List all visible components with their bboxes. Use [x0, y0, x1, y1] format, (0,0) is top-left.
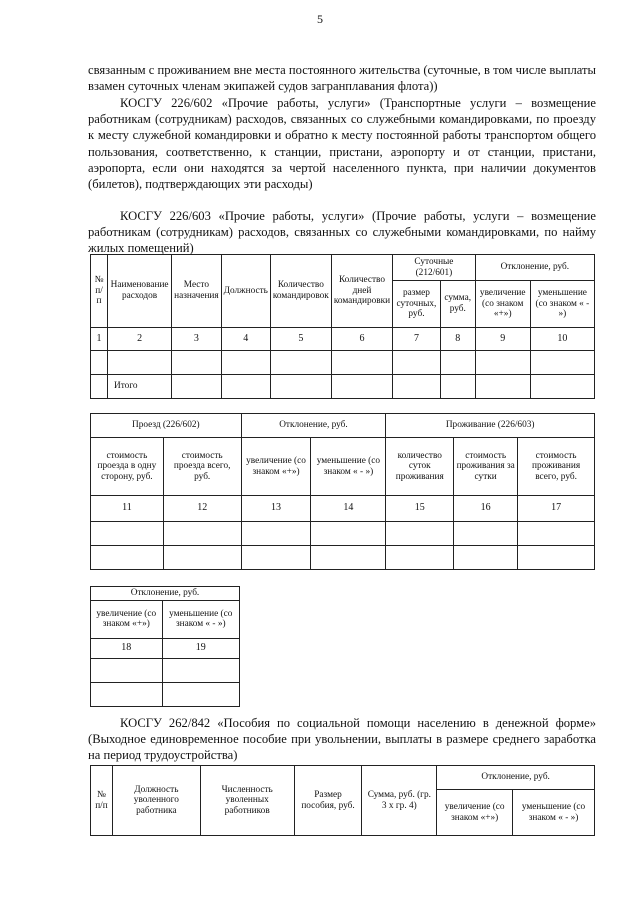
- header-dismissed-count: Численность уволенных работников: [200, 766, 294, 836]
- header-living: Проживание (226/603): [386, 414, 595, 438]
- header-sum: Сумма, руб. (гр. 3 х гр. 4): [362, 766, 437, 836]
- header-benefit-size: Размер пособия, руб.: [294, 766, 362, 836]
- header-increase: увеличение (со знаком «+»): [437, 790, 513, 836]
- table-row: [91, 351, 595, 375]
- column-number: 5: [270, 328, 331, 351]
- header-travel: Проезд (226/602): [91, 414, 242, 438]
- column-number: 12: [163, 496, 241, 522]
- column-number: 14: [311, 496, 386, 522]
- header-increase: увеличение (со знаком «+»): [475, 281, 530, 328]
- header-nights-count: количество суток проживания: [386, 438, 454, 496]
- table-row: [91, 546, 595, 570]
- header-cost-per-day: стоимость проживания за сутки: [454, 438, 518, 496]
- header-expense-name: Наименование расходов: [108, 255, 172, 328]
- header-no: № п/п: [91, 255, 108, 328]
- table-travel-expenses: [90, 254, 595, 399]
- paragraph-kosgu-226-603: КОСГУ 226/603 «Прочие работы, услуги» (Прочие работы, услуги – возмещение работникам (сотрудникам) расходов, связанных со служебными командировками, по найму жилых помещений): [88, 209, 596, 256]
- column-number: 16: [454, 496, 518, 522]
- header-increase: увеличение (со знаком «+»): [91, 600, 163, 638]
- column-number: 10: [530, 328, 594, 351]
- column-number: 15: [386, 496, 454, 522]
- column-number: 6: [331, 328, 392, 351]
- column-number: 4: [221, 328, 270, 351]
- header-decrease: уменьшение (со знаком « - »): [162, 600, 239, 638]
- header-travel-total-cost: стоимость проезда всего, руб.: [163, 438, 241, 496]
- column-number: 18: [91, 638, 163, 658]
- column-number: 8: [440, 328, 475, 351]
- table-severance-pay: [90, 765, 595, 836]
- column-number: 2: [108, 328, 172, 351]
- header-daily-size: размер суточных, руб.: [393, 281, 441, 328]
- header-living-total: стоимость проживания всего, руб.: [518, 438, 595, 496]
- header-decrease: уменьшение (со знаком « - »): [513, 790, 595, 836]
- header-position: Должность: [221, 255, 270, 328]
- header-decrease: уменьшение (со знаком « - »): [530, 281, 594, 328]
- column-number: 3: [172, 328, 222, 351]
- column-number: 9: [475, 328, 530, 351]
- header-daily-allowance: Суточные (212/601): [393, 255, 476, 281]
- table-deviation-summary: [90, 586, 240, 707]
- header-trip-days: Количество дней командировки: [331, 255, 392, 328]
- paragraph-daily-allowance: связанным с проживанием вне места постоянного жительства (суточные, в том числе выплаты взамен суточных членам экипажей судов загранплавания флота)): [88, 63, 596, 94]
- header-daily-sum: сумма, руб.: [440, 281, 475, 328]
- table-row-total: [91, 375, 595, 399]
- page-number: 5: [317, 12, 323, 26]
- column-number: 1: [91, 328, 108, 351]
- paragraph-kosgu-226-602: КОСГУ 226/602 «Прочие работы, услуги» (Транспортные услуги – возмещение работникам (сотрудникам) расходов, связанных со служебными командировками, по проезду к месту служебной командировки и обратно к месту постоянной работы транспортом общего пользования, соответственно, к станции, пристани, аэропорту и от станции, пристани, аэропорта, если они находятся за чертой населенного пункта, при наличии документов (билетов), подтверждающих эти расходы): [88, 96, 596, 192]
- header-deviation: Отклонение, руб.: [241, 414, 386, 438]
- column-number: 11: [91, 496, 164, 522]
- header-dismissed-position: Должность уволенного работника: [112, 766, 200, 836]
- column-number: 17: [518, 496, 595, 522]
- header-trip-count: Количество командировок: [270, 255, 331, 328]
- header-deviation: Отклонение, руб.: [91, 587, 240, 601]
- header-increase: увеличение (со знаком «+»): [241, 438, 311, 496]
- column-number: 13: [241, 496, 311, 522]
- total-label: Итого: [108, 375, 172, 399]
- table-row: [91, 658, 240, 682]
- header-no: № п/п: [91, 766, 113, 836]
- column-number: 7: [393, 328, 441, 351]
- header-decrease: уменьшение (со знаком « - »): [311, 438, 386, 496]
- column-number: 19: [162, 638, 239, 658]
- header-one-way-cost: стоимость проезда в одну сторону, руб.: [91, 438, 164, 496]
- table-travel-living-costs: [90, 413, 595, 570]
- header-destination: Место назначения: [172, 255, 222, 328]
- table-row: [91, 522, 595, 546]
- header-deviation: Отклонение, руб.: [437, 766, 595, 790]
- header-deviation: Отклонение, руб.: [475, 255, 594, 281]
- paragraph-kosgu-262-842: КОСГУ 262/842 «Пособия по социальной помощи населению в денежной форме» (Выходное единовременное пособие при увольнении, выплаты в размере среднего заработка на период трудоустройства): [88, 716, 596, 763]
- table-row: [91, 682, 240, 706]
